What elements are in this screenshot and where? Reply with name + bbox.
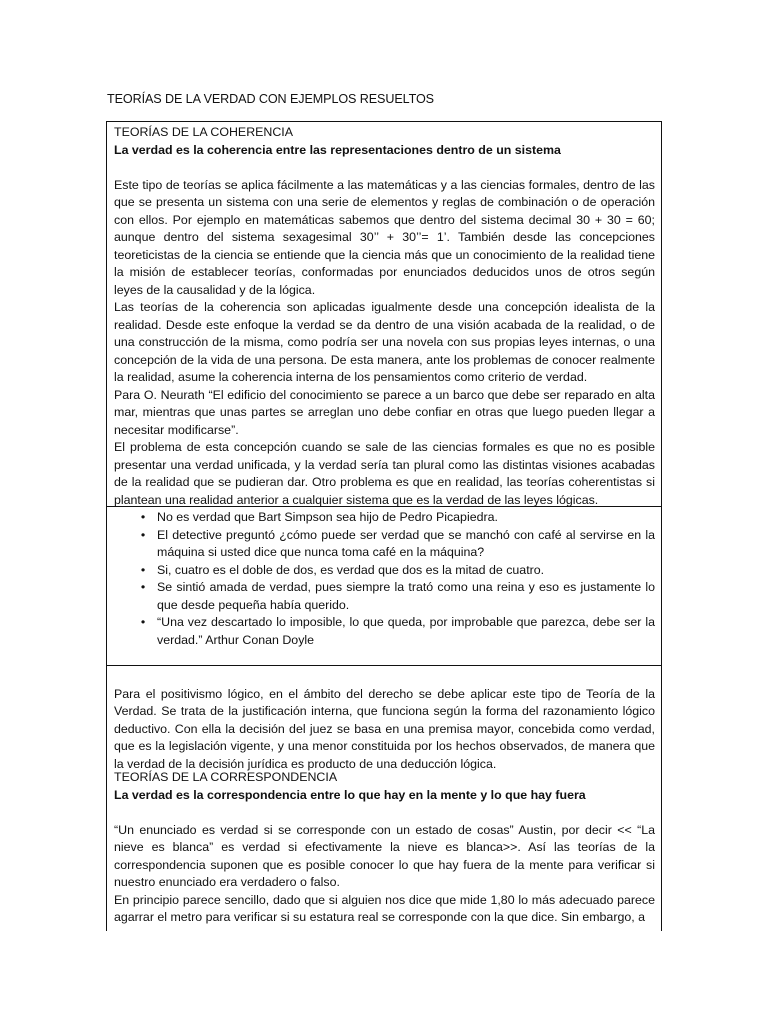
correspondence-section (107, 767, 661, 927)
coherence-subheading: La verdad es la coherencia entre las representaciones dentro de un sistema (114, 142, 561, 157)
correspondence-subheading: La verdad es la correspondencia entre lo que hay en la mente y lo que hay fuera (114, 787, 586, 802)
document-title: TEORÍAS DE LA VERDAD CON EJEMPLOS RESUELTOS (107, 92, 434, 106)
bullet-icon: • (140, 510, 146, 524)
example-text: “Una vez descartado lo imposible, lo que queda, por improbable que parezca, debe ser la verdad.” Arthur Conan Doyle (157, 615, 655, 647)
content-table (106, 121, 662, 931)
example-text: No es verdad que Bart Simpson sea hijo de Pedro Picapiedra. (157, 510, 498, 524)
coherence-section (107, 122, 661, 509)
correspondence-paragraph-2: En principio parece sencillo, dado que si alguien nos dice que mide 1,80 lo más adecuado parece agarrar el metro para verificar si su estatura real se corresponde con la que dice. Sin embargo, a (114, 892, 655, 924)
coherence-paragraph-2: Las teorías de la coherencia son aplicadas igualmente desde una concepción idealista de la realidad. Desde este enfoque la verdad se da dentro de una visión acabada de la realidad, o de una construcción de la misma, como podría ser una novela con sus propias leyes internas, o una concepción de la vida de una persona. De esta manera, ante los problemas de conocer realmente la realidad, asume la coherencia interna de los pensamientos como criterio de verdad. (114, 300, 655, 384)
coherence-paragraph-4: El problema de esta concepción cuando se sale de las ciencias formales es que no es posible presentar una verdad unificada, y la verdad sería tan plural como las distintas visiones acabadas de la realidad que se pudieran dar. Otro problema es que en realidad, las teorías coherentistas si plantean una realidad anterior a cualquier sistema que es la verdad de las leyes lógicas. (114, 440, 655, 507)
example-text: El detective preguntó ¿cómo puede ser verdad que se manchó con café al servirse en la máquina si usted dice que nunca toma café en la máquina? (157, 527, 655, 559)
positivism-paragraph: Para el positivismo lógico, en el ámbito del derecho se debe aplicar este tipo de Teoría de la Verdad. Se trata de la justificación interna, que funciona según la forma del razonamiento lógico deductivo. Con ella la decisión del juez se basa en una premisa mayor, concebida como verdad, que es la legislación vigente, y una menor constituida por los hechos observados, de manera que la verdad de la decisión jurídica es producto de una deducción lógica. (114, 686, 655, 771)
examples-list (114, 509, 655, 649)
example-text: Se sintió amada de verdad, pues siempre la trató como una reina y eso es justamente lo que desde pequeña había querido. (157, 580, 655, 612)
bullet-icon: • (140, 562, 146, 577)
coherence-paragraph-3: Para O. Neurath “El edificio del conocimiento se parece a un barco que debe ser reparado en alta mar, mientras que unas partes se arreglan uno debe confiar en otras que luego pueden llegar a necesitar modificarse”. (114, 387, 655, 437)
example-text: Si, cuatro es el doble de dos, es verdad que dos es la mitad de cuatro. (157, 562, 545, 577)
examples-section (107, 507, 661, 649)
coherence-paragraph-1: Este tipo de teorías se aplica fácilmente a las matemáticas y a las ciencias formales, dentro de las que se presenta un sistema con una serie de elementos y reglas de combinación o de operación con ellos. Por ejemplo en matemáticas sabemos que dentro del sistema decimal 30 + 30 = 60; aunque dentro del sistema sexagesimal 30’’ + 30’’= 1’. También desde las concepciones teoreticistas de la ciencia se entiende que la ciencia más que un conocimiento de la realidad tiene la misión de establecer teorías, conformadas por enunciados deducidos unos de otros según leyes de la causalidad y de la lógica. (114, 177, 655, 297)
positivism-section (107, 666, 661, 773)
correspondence-heading: TEORÍAS DE LA CORRESPONDENCIA (114, 770, 338, 784)
coherence-heading: TEORÍAS DE LA COHERENCIA (114, 125, 294, 139)
bullet-icon: • (140, 527, 146, 542)
list-item (114, 527, 655, 562)
list-item (114, 579, 655, 614)
list-item (114, 509, 655, 527)
bullet-icon: • (140, 580, 146, 594)
list-item (114, 614, 655, 649)
bullet-icon: • (140, 615, 146, 629)
list-item (114, 562, 655, 580)
correspondence-paragraph-1: “Un enunciado es verdad si se corresponde con un estado de cosas” Austin, por decir << “La nieve es blanca” es verdad si efectivamente la nieve es blanca>>. Así las teorías de la correspondencia suponen que es posible conocer lo que hay fuera de la mente para verificar si nuestro enunciado era verdadero o falso. (114, 822, 655, 889)
